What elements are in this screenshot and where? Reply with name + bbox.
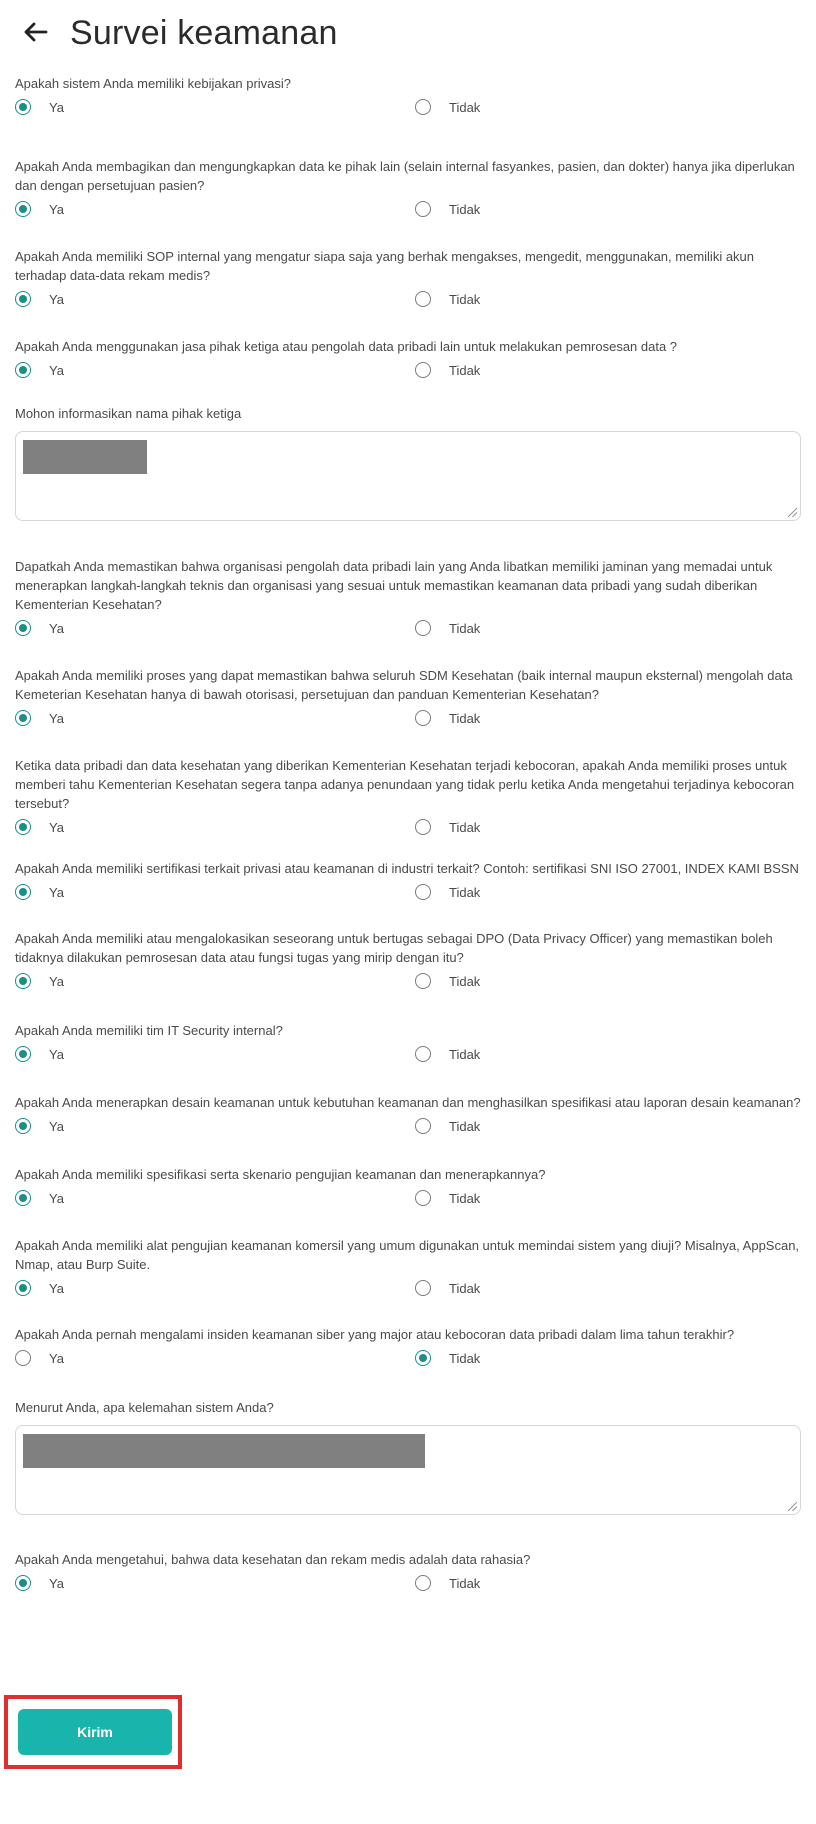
radio-group bbox=[15, 1190, 801, 1214]
question-text: Apakah Anda mengetahui, bahwa data kesehatan dan rekam medis adalah data rahasia? bbox=[15, 1552, 531, 1567]
radio-group bbox=[15, 973, 801, 997]
question-data-sharing bbox=[15, 157, 801, 225]
option-tidak[interactable]: Tidak bbox=[415, 291, 480, 307]
option-tidak[interactable]: Tidak bbox=[415, 1350, 480, 1366]
option-tidak[interactable]: Tidak bbox=[415, 620, 480, 636]
redacted-value bbox=[23, 1434, 425, 1468]
back-arrow-icon[interactable] bbox=[20, 16, 52, 48]
radio-ya[interactable] bbox=[15, 201, 31, 217]
header bbox=[0, 0, 816, 72]
radio-ya[interactable] bbox=[15, 1575, 31, 1591]
option-ya[interactable]: Ya bbox=[15, 710, 64, 726]
question-text: Apakah Anda menggunakan jasa pihak ketiga atau pengolah data pribadi lain untuk melakukan pemrosesan data ? bbox=[15, 339, 678, 354]
third-party-name-textarea[interactable] bbox=[15, 431, 801, 521]
question-sdm-authorization bbox=[15, 666, 801, 734]
radio-tidak[interactable] bbox=[415, 1575, 431, 1591]
option-tidak[interactable]: Tidak bbox=[415, 1190, 480, 1206]
radio-tidak[interactable] bbox=[415, 201, 431, 217]
option-ya[interactable]: Ya bbox=[15, 1190, 64, 1206]
resize-handle-icon[interactable] bbox=[788, 508, 797, 517]
question-third-party bbox=[15, 337, 801, 386]
option-ya[interactable]: Ya bbox=[15, 1350, 64, 1366]
redacted-value bbox=[23, 440, 147, 474]
radio-group bbox=[15, 99, 801, 123]
radio-group bbox=[15, 291, 801, 315]
radio-tidak[interactable] bbox=[415, 1190, 431, 1206]
radio-ya[interactable] bbox=[15, 362, 31, 378]
option-tidak[interactable]: Tidak bbox=[415, 973, 480, 989]
radio-tidak[interactable] bbox=[415, 1280, 431, 1296]
radio-group bbox=[15, 1575, 801, 1599]
radio-tidak[interactable] bbox=[415, 1046, 431, 1062]
radio-group bbox=[15, 201, 801, 225]
question-security-design bbox=[15, 1093, 801, 1142]
radio-ya[interactable] bbox=[15, 710, 31, 726]
question-privacy-policy bbox=[15, 74, 801, 123]
submit-button[interactable]: Kirim bbox=[18, 1709, 172, 1755]
radio-group bbox=[15, 710, 801, 734]
radio-ya[interactable] bbox=[15, 1280, 31, 1296]
option-ya[interactable]: Ya bbox=[15, 99, 64, 115]
question-processor-guarantee bbox=[15, 557, 801, 644]
question-text: Apakah Anda menerapkan desain keamanan untuk kebutuhan keamanan dan menghasilkan spesifikasi atau laporan desain keamanan? bbox=[15, 1095, 801, 1110]
question-text: Apakah Anda pernah mengalami insiden keamanan siber yang major atau kebocoran data pribadi dalam lima tahun terakhir? bbox=[15, 1327, 735, 1342]
option-ya[interactable]: Ya bbox=[15, 819, 64, 835]
radio-group bbox=[15, 1118, 801, 1142]
question-text: Apakah Anda memiliki spesifikasi serta skenario pengujian keamanan dan menerapkannya? bbox=[15, 1167, 546, 1182]
field-third-party-name bbox=[15, 404, 801, 521]
option-tidak[interactable]: Tidak bbox=[415, 819, 480, 835]
question-breach-notification bbox=[15, 756, 801, 843]
resize-handle-icon[interactable] bbox=[788, 1502, 797, 1511]
option-tidak[interactable]: Tidak bbox=[415, 1046, 480, 1062]
radio-group bbox=[15, 1046, 801, 1070]
radio-ya[interactable] bbox=[15, 973, 31, 989]
question-text: Ketika data pribadi dan data kesehatan yang diberikan Kementerian Kesehatan terjadi kebocoran, apakah Anda memiliki proses untuk memberi tahu Kementerian Kesehatan segera tanpa adanya penundaan yang tidak perlu ketika Anda mengetahui terjadinya kebocoran tersebut? bbox=[15, 758, 795, 811]
option-tidak[interactable]: Tidak bbox=[415, 884, 480, 900]
radio-group bbox=[15, 884, 801, 908]
question-text: Apakah Anda memiliki sertifikasi terkait privasi atau keamanan di industri terkait? Contoh: sertifikasi SNI ISO 27001, INDEX KAMI BSSN bbox=[15, 861, 799, 876]
radio-ya[interactable] bbox=[15, 1118, 31, 1134]
option-tidak[interactable]: Tidak bbox=[415, 362, 480, 378]
radio-group bbox=[15, 620, 801, 644]
radio-tidak[interactable] bbox=[415, 819, 431, 835]
radio-tidak[interactable] bbox=[415, 1118, 431, 1134]
radio-tidak[interactable] bbox=[415, 99, 431, 115]
radio-group bbox=[15, 819, 801, 843]
option-ya[interactable]: Ya bbox=[15, 201, 64, 217]
option-ya[interactable]: Ya bbox=[15, 1575, 64, 1591]
question-text: Dapatkah Anda memastikan bahwa organisasi pengolah data pribadi lain yang Anda libatkan memiliki jaminan yang memadai untuk menerapkan langkah-langkah teknis dan organisasi yang sesuai untuk memastikan keamanan data pribadi yang sudah diberikan Kementerian Kesehatan? bbox=[15, 559, 773, 612]
question-text: Apakah Anda memiliki tim IT Security internal? bbox=[15, 1023, 283, 1038]
radio-group bbox=[15, 1350, 801, 1374]
question-it-security-team bbox=[15, 1021, 801, 1070]
option-ya[interactable]: Ya bbox=[15, 884, 64, 900]
option-tidak[interactable]: Tidak bbox=[415, 1118, 480, 1134]
option-ya[interactable]: Ya bbox=[15, 291, 64, 307]
submit-highlight bbox=[4, 1695, 182, 1769]
radio-ya[interactable] bbox=[15, 620, 31, 636]
question-text: Apakah Anda memiliki alat pengujian keamanan komersil yang umum digunakan untuk memindai sistem yang diuji? Misalnya, AppScan, Nmap, atau Burp Suite. bbox=[15, 1238, 800, 1272]
field-label: Menurut Anda, apa kelemahan sistem Anda? bbox=[15, 1400, 274, 1415]
option-ya[interactable]: Ya bbox=[15, 620, 64, 636]
radio-tidak[interactable] bbox=[415, 973, 431, 989]
radio-ya[interactable] bbox=[15, 99, 31, 115]
question-text: Apakah Anda memiliki proses yang dapat memastikan bahwa seluruh SDM Kesehatan (baik internal maupun eksternal) mengolah data Kemeterian Kesehatan hanya di bawah otorisasi, persetujuan dan panduan Kementerian Kesehatan? bbox=[15, 668, 793, 702]
question-text: Apakah Anda memiliki SOP internal yang mengatur siapa saja yang berhak mengakses, mengedit, menggunakan, memiliki akun terhadap data-data rekam medis? bbox=[15, 249, 755, 283]
option-tidak[interactable]: Tidak bbox=[415, 710, 480, 726]
question-testing-tools bbox=[15, 1236, 801, 1304]
radio-ya[interactable] bbox=[15, 1190, 31, 1206]
page-title: Survei keamanan bbox=[70, 14, 338, 52]
option-tidak[interactable]: Tidak bbox=[415, 1575, 480, 1591]
radio-tidak[interactable] bbox=[415, 620, 431, 636]
question-certification bbox=[15, 859, 801, 908]
radio-tidak[interactable] bbox=[415, 1350, 431, 1366]
question-sop-access bbox=[15, 247, 801, 315]
option-ya[interactable]: Ya bbox=[15, 1280, 64, 1296]
radio-ya[interactable] bbox=[15, 1350, 31, 1366]
radio-ya[interactable] bbox=[15, 1046, 31, 1062]
question-text: Apakah Anda memiliki atau mengalokasikan seseorang untuk bertugas sebagai DPO (Data Privacy Officer) yang memastikan boleh tidaknya dilakukan pemrosesan data atau fungsi tugas yang mirip dengan itu? bbox=[15, 931, 773, 965]
question-security-testing bbox=[15, 1165, 801, 1214]
radio-tidak[interactable] bbox=[415, 884, 431, 900]
radio-group bbox=[15, 1280, 801, 1304]
question-past-incident bbox=[15, 1325, 801, 1374]
option-tidak[interactable]: Tidak bbox=[415, 99, 480, 115]
question-text: Apakah sistem Anda memiliki kebijakan privasi? bbox=[15, 76, 292, 91]
field-label: Mohon informasikan nama pihak ketiga bbox=[15, 406, 242, 421]
field-system-weakness bbox=[15, 1398, 801, 1515]
option-ya[interactable]: Ya bbox=[15, 973, 64, 989]
option-tidak[interactable]: Tidak bbox=[415, 201, 480, 217]
radio-tidak[interactable] bbox=[415, 291, 431, 307]
radio-group bbox=[15, 362, 801, 386]
system-weakness-textarea[interactable] bbox=[15, 1425, 801, 1515]
radio-ya[interactable] bbox=[15, 291, 31, 307]
radio-tidak[interactable] bbox=[415, 710, 431, 726]
radio-ya[interactable] bbox=[15, 819, 31, 835]
question-confidential-data bbox=[15, 1550, 801, 1599]
option-ya[interactable]: Ya bbox=[15, 1118, 64, 1134]
radio-ya[interactable] bbox=[15, 884, 31, 900]
option-ya[interactable]: Ya bbox=[15, 362, 64, 378]
question-text: Apakah Anda membagikan dan mengungkapkan data ke pihak lain (selain internal fasyankes, pasien, dan dokter) hanya jika diperlukan dan dengan persetujuan pasien? bbox=[15, 159, 795, 193]
radio-tidak[interactable] bbox=[415, 362, 431, 378]
option-ya[interactable]: Ya bbox=[15, 1046, 64, 1062]
question-dpo bbox=[15, 929, 801, 997]
option-tidak[interactable]: Tidak bbox=[415, 1280, 480, 1296]
